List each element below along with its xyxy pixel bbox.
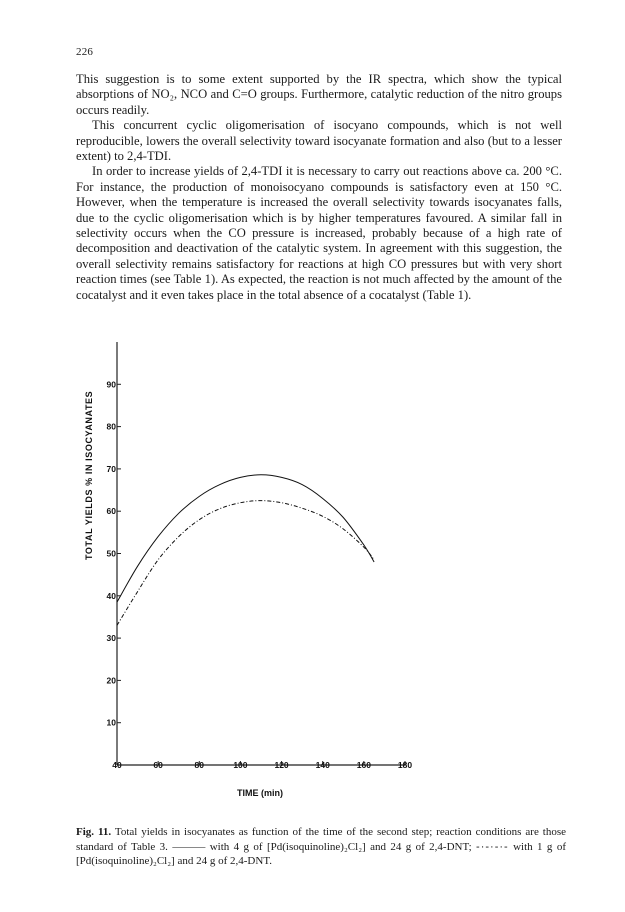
x-tick-label: 40 bbox=[112, 760, 122, 770]
x-tick-label: 160 bbox=[356, 760, 371, 770]
x-tick-label: 60 bbox=[153, 760, 163, 770]
y-tick-label: 50 bbox=[106, 548, 116, 559]
x-tick-label: 100 bbox=[233, 760, 248, 770]
y-tick-label: 80 bbox=[106, 421, 116, 432]
paragraph-1: This suggestion is to some extent supported by the IR spectra, which show the typical absorptions of NO₂, NCO and C=O groups. Furthermore, catalytic reduction of the nitro groups occurs readily. bbox=[76, 72, 562, 117]
solid-line-legend-text: with 4 g of [Pd(isoquinoline)₂Cl₂] and 24 g of 2,4-DNT; bbox=[209, 840, 472, 853]
y-tick-label: 20 bbox=[106, 675, 116, 686]
x-axis-label: TIME (min) bbox=[237, 788, 283, 798]
series-line-solid bbox=[117, 475, 374, 602]
y-tick-label: 60 bbox=[106, 506, 116, 517]
y-tick-label: 90 bbox=[106, 379, 116, 390]
page-number: 226 bbox=[76, 46, 94, 58]
y-tick-label: 10 bbox=[106, 717, 116, 728]
y-tick-label: 30 bbox=[106, 633, 116, 644]
solid-line-legend-marker: ——— bbox=[172, 840, 206, 853]
x-tick-label: 80 bbox=[194, 760, 205, 770]
caption-text: Total yields in isocyanates as function of the time of the second step; reaction conditions are those standard of Table 3. bbox=[76, 826, 567, 853]
y-tick-label: 70 bbox=[106, 463, 116, 474]
x-tick-label: 180 bbox=[397, 760, 413, 770]
y-ticks bbox=[107, 379, 121, 727]
caption-label: Fig. 11. bbox=[76, 826, 112, 838]
dashdot-line-legend-text: with 1 g of [Pd(isoquinoline)₂Cl₂] and 24 g of 2,4-DNT. bbox=[76, 840, 566, 868]
series-line-dashdot bbox=[117, 501, 374, 626]
figure-caption bbox=[76, 825, 566, 869]
dashdot-line-legend-marker: -·-·-·- bbox=[476, 840, 509, 853]
y-axis-label: TOTAL YIELDS % IN ISOCYANATES bbox=[84, 390, 94, 560]
chart-axes bbox=[117, 342, 405, 765]
paragraph-2: This concurrent cyclic oligomerisation of isocyano compounds, which is not well reproducible, lowers the overall selectivity toward isocyanate formation and also (but to a lesser extent) to 2,4-TDI. bbox=[76, 118, 562, 164]
paragraph-3: In order to increase yields of 2,4-TDI it is necessary to carry out reactions above ca. 200 °C. For instance, the production of monoisocyano compounds is satisfactory even at 150 °C. However, when the temperature is increased the overall selectivity towards isocyanates falls, due to the cyclic oligomerisation which is by higher temperatures favoured. A similar fall in selectivity occurs when the CO pressure is increased, probably because of a high rate of decomposition and deactivation of the catalytic system. In agreement with this suggestion, the overall selectivity remains satisfactory for reactions at high CO pressures but with very short reaction times (see Table 1). As expected, the reaction is not much affected by the amount of the cocatalyst and it even takes place in the total absence of a cocatalyst (Table 1). bbox=[76, 164, 562, 302]
x-tick-label: 140 bbox=[315, 760, 330, 770]
y-tick-label: 40 bbox=[106, 590, 116, 601]
series-layer bbox=[117, 475, 374, 626]
x-tick-label: 120 bbox=[274, 760, 289, 770]
